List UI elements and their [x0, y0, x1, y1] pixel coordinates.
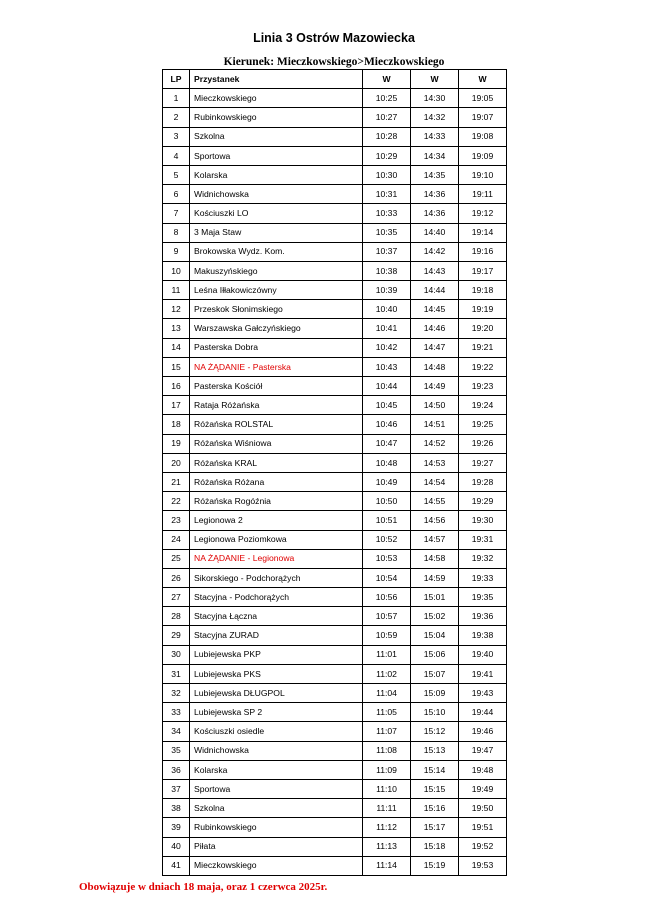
- cell-time-1: 11:09: [363, 760, 411, 779]
- cell-time-3: 19:08: [459, 127, 507, 146]
- cell-time-2: 14:56: [411, 511, 459, 530]
- cell-time-2: 14:46: [411, 319, 459, 338]
- table-row: [163, 722, 507, 741]
- cell-lp: 11: [163, 281, 190, 300]
- cell-time-2: 14:48: [411, 357, 459, 376]
- cell-stop: Rubinkowskiego: [190, 108, 363, 127]
- cell-time-2: 15:16: [411, 799, 459, 818]
- cell-time-1: 10:28: [363, 127, 411, 146]
- cell-time-3: 19:20: [459, 319, 507, 338]
- cell-lp: 21: [163, 472, 190, 491]
- cell-lp: 23: [163, 511, 190, 530]
- cell-time-2: 14:44: [411, 281, 459, 300]
- cell-time-3: 19:07: [459, 108, 507, 127]
- cell-lp: 17: [163, 396, 190, 415]
- table-row: [163, 530, 507, 549]
- cell-lp: 15: [163, 357, 190, 376]
- table-row: [163, 357, 507, 376]
- cell-lp: 32: [163, 684, 190, 703]
- cell-lp: 40: [163, 837, 190, 856]
- cell-time-3: 19:14: [459, 223, 507, 242]
- cell-lp: 7: [163, 204, 190, 223]
- cell-time-1: 10:31: [363, 185, 411, 204]
- cell-stop: Kościuszki osiedle: [190, 722, 363, 741]
- table-row: [163, 223, 507, 242]
- table-row: [163, 261, 507, 280]
- cell-stop: Stacyjna Łączna: [190, 607, 363, 626]
- cell-time-2: 15:10: [411, 703, 459, 722]
- cell-time-2: 14:34: [411, 146, 459, 165]
- cell-lp: 16: [163, 377, 190, 396]
- cell-time-1: 11:07: [363, 722, 411, 741]
- cell-time-2: 14:52: [411, 434, 459, 453]
- cell-time-3: 19:51: [459, 818, 507, 837]
- cell-stop: Widnichowska: [190, 185, 363, 204]
- table-row: [163, 684, 507, 703]
- cell-time-3: 19:24: [459, 396, 507, 415]
- cell-stop: Lubiejewska PKP: [190, 645, 363, 664]
- cell-time-2: 14:33: [411, 127, 459, 146]
- cell-time-2: 15:17: [411, 818, 459, 837]
- cell-time-1: 11:05: [363, 703, 411, 722]
- cell-lp: 13: [163, 319, 190, 338]
- cell-stop: Warszawska Gałczyńskiego: [190, 319, 363, 338]
- cell-time-2: 14:40: [411, 223, 459, 242]
- cell-time-1: 10:29: [363, 146, 411, 165]
- cell-time-1: 11:14: [363, 856, 411, 875]
- cell-time-2: 15:14: [411, 760, 459, 779]
- cell-stop: Rubinkowskiego: [190, 818, 363, 837]
- cell-time-3: 19:25: [459, 415, 507, 434]
- cell-time-3: 19:30: [459, 511, 507, 530]
- cell-lp: 12: [163, 300, 190, 319]
- cell-time-1: 10:40: [363, 300, 411, 319]
- cell-lp: 34: [163, 722, 190, 741]
- cell-time-2: 14:35: [411, 165, 459, 184]
- cell-time-3: 19:35: [459, 588, 507, 607]
- cell-time-1: 11:12: [363, 818, 411, 837]
- cell-stop: Sportowa: [190, 146, 363, 165]
- table-row: [163, 645, 507, 664]
- cell-lp: 36: [163, 760, 190, 779]
- cell-time-3: 19:44: [459, 703, 507, 722]
- table-row: [163, 242, 507, 261]
- table-row: [163, 492, 507, 511]
- cell-stop: Różańska Wiśniowa: [190, 434, 363, 453]
- cell-time-1: 10:37: [363, 242, 411, 261]
- cell-time-3: 19:10: [459, 165, 507, 184]
- cell-time-1: 10:52: [363, 530, 411, 549]
- cell-stop: Mieczkowskiego: [190, 89, 363, 108]
- cell-time-3: 19:29: [459, 492, 507, 511]
- table-row: [163, 415, 507, 434]
- cell-stop: Stacyjna - Podchorążych: [190, 588, 363, 607]
- table-row: [163, 338, 507, 357]
- cell-time-2: 15:01: [411, 588, 459, 607]
- cell-stop: Sportowa: [190, 779, 363, 798]
- table-row: [163, 818, 507, 837]
- cell-time-3: 19:47: [459, 741, 507, 760]
- direction-label: Kierunek: Mieczkowskiego>Mieczkowskiego: [223, 56, 445, 68]
- cell-time-3: 19:36: [459, 607, 507, 626]
- cell-time-1: 10:42: [363, 338, 411, 357]
- cell-lp: 31: [163, 664, 190, 683]
- table-row: [163, 146, 507, 165]
- cell-lp: 26: [163, 568, 190, 587]
- cell-lp: 3: [163, 127, 190, 146]
- cell-time-2: 14:50: [411, 396, 459, 415]
- cell-time-3: 19:23: [459, 377, 507, 396]
- cell-time-1: 10:35: [363, 223, 411, 242]
- cell-lp: 1: [163, 89, 190, 108]
- table-row: [163, 108, 507, 127]
- cell-time-3: 19:12: [459, 204, 507, 223]
- table-row: [163, 165, 507, 184]
- cell-time-2: 15:06: [411, 645, 459, 664]
- table-row: [163, 511, 507, 530]
- cell-time-1: 10:43: [363, 357, 411, 376]
- cell-time-1: 11:01: [363, 645, 411, 664]
- table-row: [163, 664, 507, 683]
- cell-time-2: 15:15: [411, 779, 459, 798]
- cell-lp: 24: [163, 530, 190, 549]
- cell-time-2: 14:36: [411, 185, 459, 204]
- table-row: [163, 453, 507, 472]
- cell-time-1: 10:27: [363, 108, 411, 127]
- table-row: [163, 607, 507, 626]
- cell-time-1: 10:50: [363, 492, 411, 511]
- cell-time-1: 10:25: [363, 89, 411, 108]
- cell-time-2: 14:47: [411, 338, 459, 357]
- cell-lp: 29: [163, 626, 190, 645]
- cell-stop: Kolarska: [190, 760, 363, 779]
- cell-lp: 35: [163, 741, 190, 760]
- cell-time-2: 14:30: [411, 89, 459, 108]
- cell-time-2: 15:13: [411, 741, 459, 760]
- cell-lp: 37: [163, 779, 190, 798]
- cell-time-3: 19:50: [459, 799, 507, 818]
- cell-time-3: 19:52: [459, 837, 507, 856]
- table-row: [163, 799, 507, 818]
- table-row: [163, 89, 507, 108]
- cell-stop: Legionowa Poziomkowa: [190, 530, 363, 549]
- cell-stop: Szkolna: [190, 127, 363, 146]
- cell-time-2: 15:04: [411, 626, 459, 645]
- header-stop: Przystanek: [190, 70, 363, 89]
- cell-stop: Lubiejewska PKS: [190, 664, 363, 683]
- header-lp: LP: [163, 70, 190, 89]
- cell-time-1: 11:04: [363, 684, 411, 703]
- cell-time-3: 19:27: [459, 453, 507, 472]
- timetable: [162, 69, 507, 876]
- cell-stop: Mieczkowskiego: [190, 856, 363, 875]
- cell-lp: 10: [163, 261, 190, 280]
- cell-time-2: 14:54: [411, 472, 459, 491]
- cell-time-3: 19:40: [459, 645, 507, 664]
- cell-time-3: 19:43: [459, 684, 507, 703]
- table-row: [163, 281, 507, 300]
- cell-time-2: 15:07: [411, 664, 459, 683]
- cell-time-2: 15:18: [411, 837, 459, 856]
- cell-time-3: 19:28: [459, 472, 507, 491]
- table-row: [163, 127, 507, 146]
- table-row: [163, 434, 507, 453]
- table-row: [163, 568, 507, 587]
- cell-time-1: 10:48: [363, 453, 411, 472]
- cell-time-2: 14:58: [411, 549, 459, 568]
- timetable-body: [163, 89, 507, 876]
- cell-stop: 3 Maja Staw: [190, 223, 363, 242]
- cell-time-3: 19:05: [459, 89, 507, 108]
- cell-lp: 20: [163, 453, 190, 472]
- cell-lp: 8: [163, 223, 190, 242]
- header-time-3: W: [459, 70, 507, 89]
- cell-stop: Leśna Iłłakowiczówny: [190, 281, 363, 300]
- cell-stop: Lubiejewska DŁUGPOL: [190, 684, 363, 703]
- cell-time-1: 10:33: [363, 204, 411, 223]
- cell-time-3: 19:21: [459, 338, 507, 357]
- cell-lp: 4: [163, 146, 190, 165]
- cell-time-3: 19:48: [459, 760, 507, 779]
- cell-time-3: 19:17: [459, 261, 507, 280]
- cell-stop: Różańska ROLSTAL: [190, 415, 363, 434]
- cell-time-1: 10:38: [363, 261, 411, 280]
- table-row: [163, 185, 507, 204]
- cell-lp: 6: [163, 185, 190, 204]
- cell-time-3: 19:38: [459, 626, 507, 645]
- cell-time-3: 19:49: [459, 779, 507, 798]
- cell-stop: Różańska KRAL: [190, 453, 363, 472]
- cell-time-1: 10:53: [363, 549, 411, 568]
- cell-time-3: 19:09: [459, 146, 507, 165]
- cell-lp: 19: [163, 434, 190, 453]
- cell-time-2: 14:57: [411, 530, 459, 549]
- table-row: [163, 319, 507, 338]
- cell-stop: NA ŻĄDANIE - Legionowa: [190, 549, 363, 568]
- cell-lp: 41: [163, 856, 190, 875]
- table-row: [163, 377, 507, 396]
- cell-time-2: 14:45: [411, 300, 459, 319]
- cell-time-2: 14:42: [411, 242, 459, 261]
- validity-note: Obowiązuje w dniach 18 maja, oraz 1 czerwca 2025r.: [79, 881, 328, 893]
- cell-time-3: 19:53: [459, 856, 507, 875]
- cell-time-1: 10:46: [363, 415, 411, 434]
- cell-stop: Lubiejewska SP 2: [190, 703, 363, 722]
- table-row: [163, 703, 507, 722]
- table-row: [163, 741, 507, 760]
- cell-lp: 28: [163, 607, 190, 626]
- cell-stop: Przeskok Słonimskiego: [190, 300, 363, 319]
- cell-time-3: 19:22: [459, 357, 507, 376]
- cell-stop: Stacyjna ZURAD: [190, 626, 363, 645]
- cell-time-1: 11:08: [363, 741, 411, 760]
- table-row: [163, 396, 507, 415]
- cell-time-3: 19:26: [459, 434, 507, 453]
- cell-time-2: 15:12: [411, 722, 459, 741]
- cell-lp: 38: [163, 799, 190, 818]
- table-row: [163, 760, 507, 779]
- cell-time-1: 11:10: [363, 779, 411, 798]
- cell-time-1: 10:51: [363, 511, 411, 530]
- cell-lp: 18: [163, 415, 190, 434]
- page-title: Linia 3 Ostrów Mazowiecka: [253, 31, 415, 45]
- cell-time-1: 10:41: [363, 319, 411, 338]
- table-row: [163, 588, 507, 607]
- cell-time-1: 11:02: [363, 664, 411, 683]
- cell-time-2: 14:49: [411, 377, 459, 396]
- cell-lp: 5: [163, 165, 190, 184]
- cell-stop: Kościuszki LO: [190, 204, 363, 223]
- cell-stop: Legionowa 2: [190, 511, 363, 530]
- cell-lp: 25: [163, 549, 190, 568]
- cell-time-1: 10:47: [363, 434, 411, 453]
- table-row: [163, 472, 507, 491]
- cell-lp: 14: [163, 338, 190, 357]
- cell-time-1: 10:45: [363, 396, 411, 415]
- cell-time-3: 19:18: [459, 281, 507, 300]
- cell-lp: 2: [163, 108, 190, 127]
- cell-time-2: 14:43: [411, 261, 459, 280]
- cell-stop: Brokowska Wydz. Kom.: [190, 242, 363, 261]
- table-row: [163, 856, 507, 875]
- cell-time-1: 10:57: [363, 607, 411, 626]
- cell-stop: Rataja Różańska: [190, 396, 363, 415]
- cell-lp: 33: [163, 703, 190, 722]
- cell-time-2: 15:09: [411, 684, 459, 703]
- cell-time-3: 19:19: [459, 300, 507, 319]
- cell-time-3: 19:33: [459, 568, 507, 587]
- table-header-row: [163, 70, 507, 89]
- cell-time-3: 19:16: [459, 242, 507, 261]
- cell-time-1: 10:59: [363, 626, 411, 645]
- cell-stop: Sikorskiego - Podchorążych: [190, 568, 363, 587]
- table-row: [163, 300, 507, 319]
- cell-stop: Piłata: [190, 837, 363, 856]
- cell-lp: 39: [163, 818, 190, 837]
- cell-time-2: 15:19: [411, 856, 459, 875]
- table-row: [163, 204, 507, 223]
- cell-time-2: 14:59: [411, 568, 459, 587]
- cell-stop: Makuszyńskiego: [190, 261, 363, 280]
- cell-stop: Kolarska: [190, 165, 363, 184]
- cell-time-2: 14:51: [411, 415, 459, 434]
- cell-time-3: 19:31: [459, 530, 507, 549]
- cell-time-1: 10:39: [363, 281, 411, 300]
- cell-time-2: 14:53: [411, 453, 459, 472]
- header-time-1: W: [363, 70, 411, 89]
- cell-time-1: 10:30: [363, 165, 411, 184]
- table-row: [163, 837, 507, 856]
- cell-lp: 22: [163, 492, 190, 511]
- cell-time-3: 19:32: [459, 549, 507, 568]
- cell-time-2: 15:02: [411, 607, 459, 626]
- cell-lp: 27: [163, 588, 190, 607]
- cell-stop: Różańska Różana: [190, 472, 363, 491]
- cell-time-3: 19:41: [459, 664, 507, 683]
- cell-stop: Pasterska Dobra: [190, 338, 363, 357]
- cell-lp: 30: [163, 645, 190, 664]
- cell-stop: Różańska Rogóźnia: [190, 492, 363, 511]
- table-row: [163, 549, 507, 568]
- cell-time-3: 19:46: [459, 722, 507, 741]
- header-time-2: W: [411, 70, 459, 89]
- cell-time-2: 14:36: [411, 204, 459, 223]
- table-row: [163, 779, 507, 798]
- cell-time-2: 14:55: [411, 492, 459, 511]
- cell-time-1: 10:44: [363, 377, 411, 396]
- cell-stop: NA ŻĄDANIE - Pasterska: [190, 357, 363, 376]
- cell-time-1: 10:49: [363, 472, 411, 491]
- cell-time-2: 14:32: [411, 108, 459, 127]
- cell-time-1: 10:56: [363, 588, 411, 607]
- cell-stop: Pasterska Kościół: [190, 377, 363, 396]
- cell-lp: 9: [163, 242, 190, 261]
- cell-stop: Widnichowska: [190, 741, 363, 760]
- table-row: [163, 626, 507, 645]
- cell-time-3: 19:11: [459, 185, 507, 204]
- cell-time-1: 11:11: [363, 799, 411, 818]
- cell-stop: Szkolna: [190, 799, 363, 818]
- cell-time-1: 10:54: [363, 568, 411, 587]
- cell-time-1: 11:13: [363, 837, 411, 856]
